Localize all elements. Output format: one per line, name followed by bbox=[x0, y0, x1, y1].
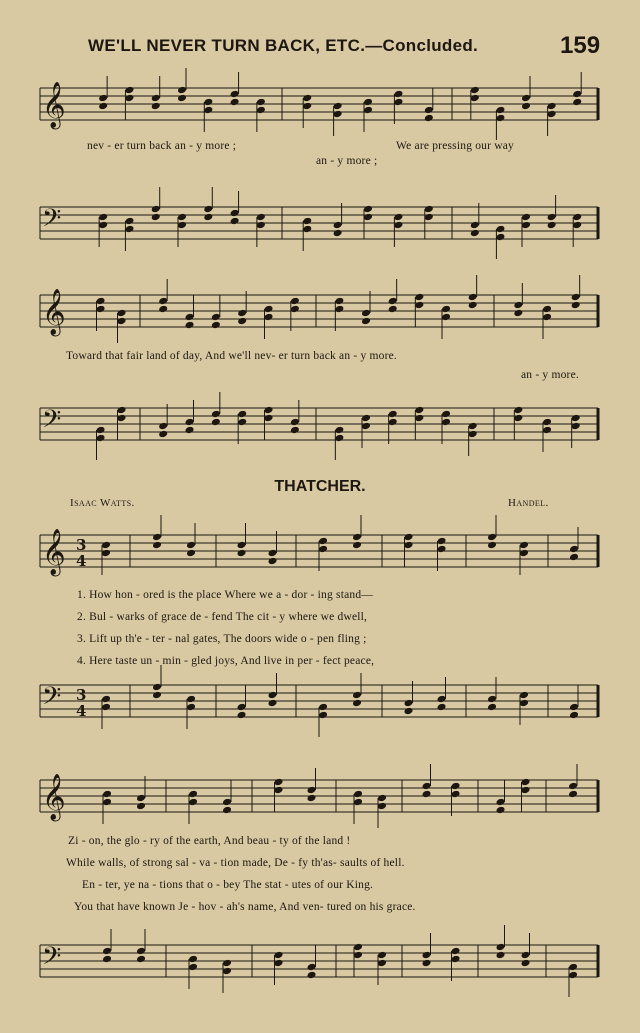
page-number: 159 bbox=[560, 32, 601, 59]
svg-text:𝄞: 𝄞 bbox=[42, 289, 66, 335]
lyric-line-1b: We are pressing our way bbox=[396, 140, 514, 152]
verse-3-line-b: En - ter, ye na - tions that o - bey The stat - utes of our King. bbox=[82, 879, 374, 891]
svg-text:3: 3 bbox=[76, 536, 87, 554]
verse-2-line-a: 2. Bul - warks of grace de - fend The cit - y where we dwell, bbox=[77, 611, 368, 623]
hymn-title: THATCHER. bbox=[274, 478, 366, 495]
svg-text:𝄞: 𝄞 bbox=[42, 529, 66, 575]
svg-text:𝄢: 𝄢 bbox=[42, 942, 62, 977]
svg-text:𝄢: 𝄢 bbox=[42, 204, 62, 239]
lyric-line-2-alt: an - y more. bbox=[521, 369, 579, 381]
svg-text:4: 4 bbox=[76, 552, 87, 570]
lyric-line-2: Toward that fair land of day, And we'll nev- er turn back an - y more. bbox=[66, 350, 397, 362]
svg-text:4: 4 bbox=[76, 702, 87, 720]
verse-1-line-b: Zi - on, the glo - ry of the earth, And beau - ty of the land ! bbox=[68, 835, 351, 847]
verse-1-line-a: 1. How hon - ored is the place Where we a - dor - ing stand— bbox=[77, 589, 374, 601]
author-credit: Isaac Watts. bbox=[70, 497, 135, 509]
svg-text:𝄢: 𝄢 bbox=[42, 682, 62, 717]
svg-text:𝄢: 𝄢 bbox=[42, 405, 62, 440]
svg-text:𝄞: 𝄞 bbox=[42, 774, 66, 820]
verse-2-line-b: While walls, of strong sal - va - tion made, De - fy th'as- saults of hell. bbox=[66, 857, 405, 869]
svg-text:3: 3 bbox=[76, 686, 87, 704]
verse-3-line-a: 3. Lift up th'e - ter - nal gates, The doors wide o - pen fling ; bbox=[77, 633, 367, 645]
svg-text:𝄞: 𝄞 bbox=[42, 82, 66, 128]
page-header-title: WE'LL NEVER TURN BACK, ETC.—Concluded. bbox=[88, 36, 479, 55]
lyric-line-1-alt: an - y more ; bbox=[316, 155, 378, 167]
composer-credit: Handel. bbox=[508, 497, 549, 509]
verse-4-line-a: 4. Here taste un - min - gled joys, And live in per - fect peace, bbox=[77, 655, 375, 667]
verse-4-line-b: You that have known Je - hov - ah's name, And ven- tured on his grace. bbox=[74, 901, 416, 913]
lyric-line-1: nev - er turn back an - y more ; bbox=[87, 140, 237, 152]
